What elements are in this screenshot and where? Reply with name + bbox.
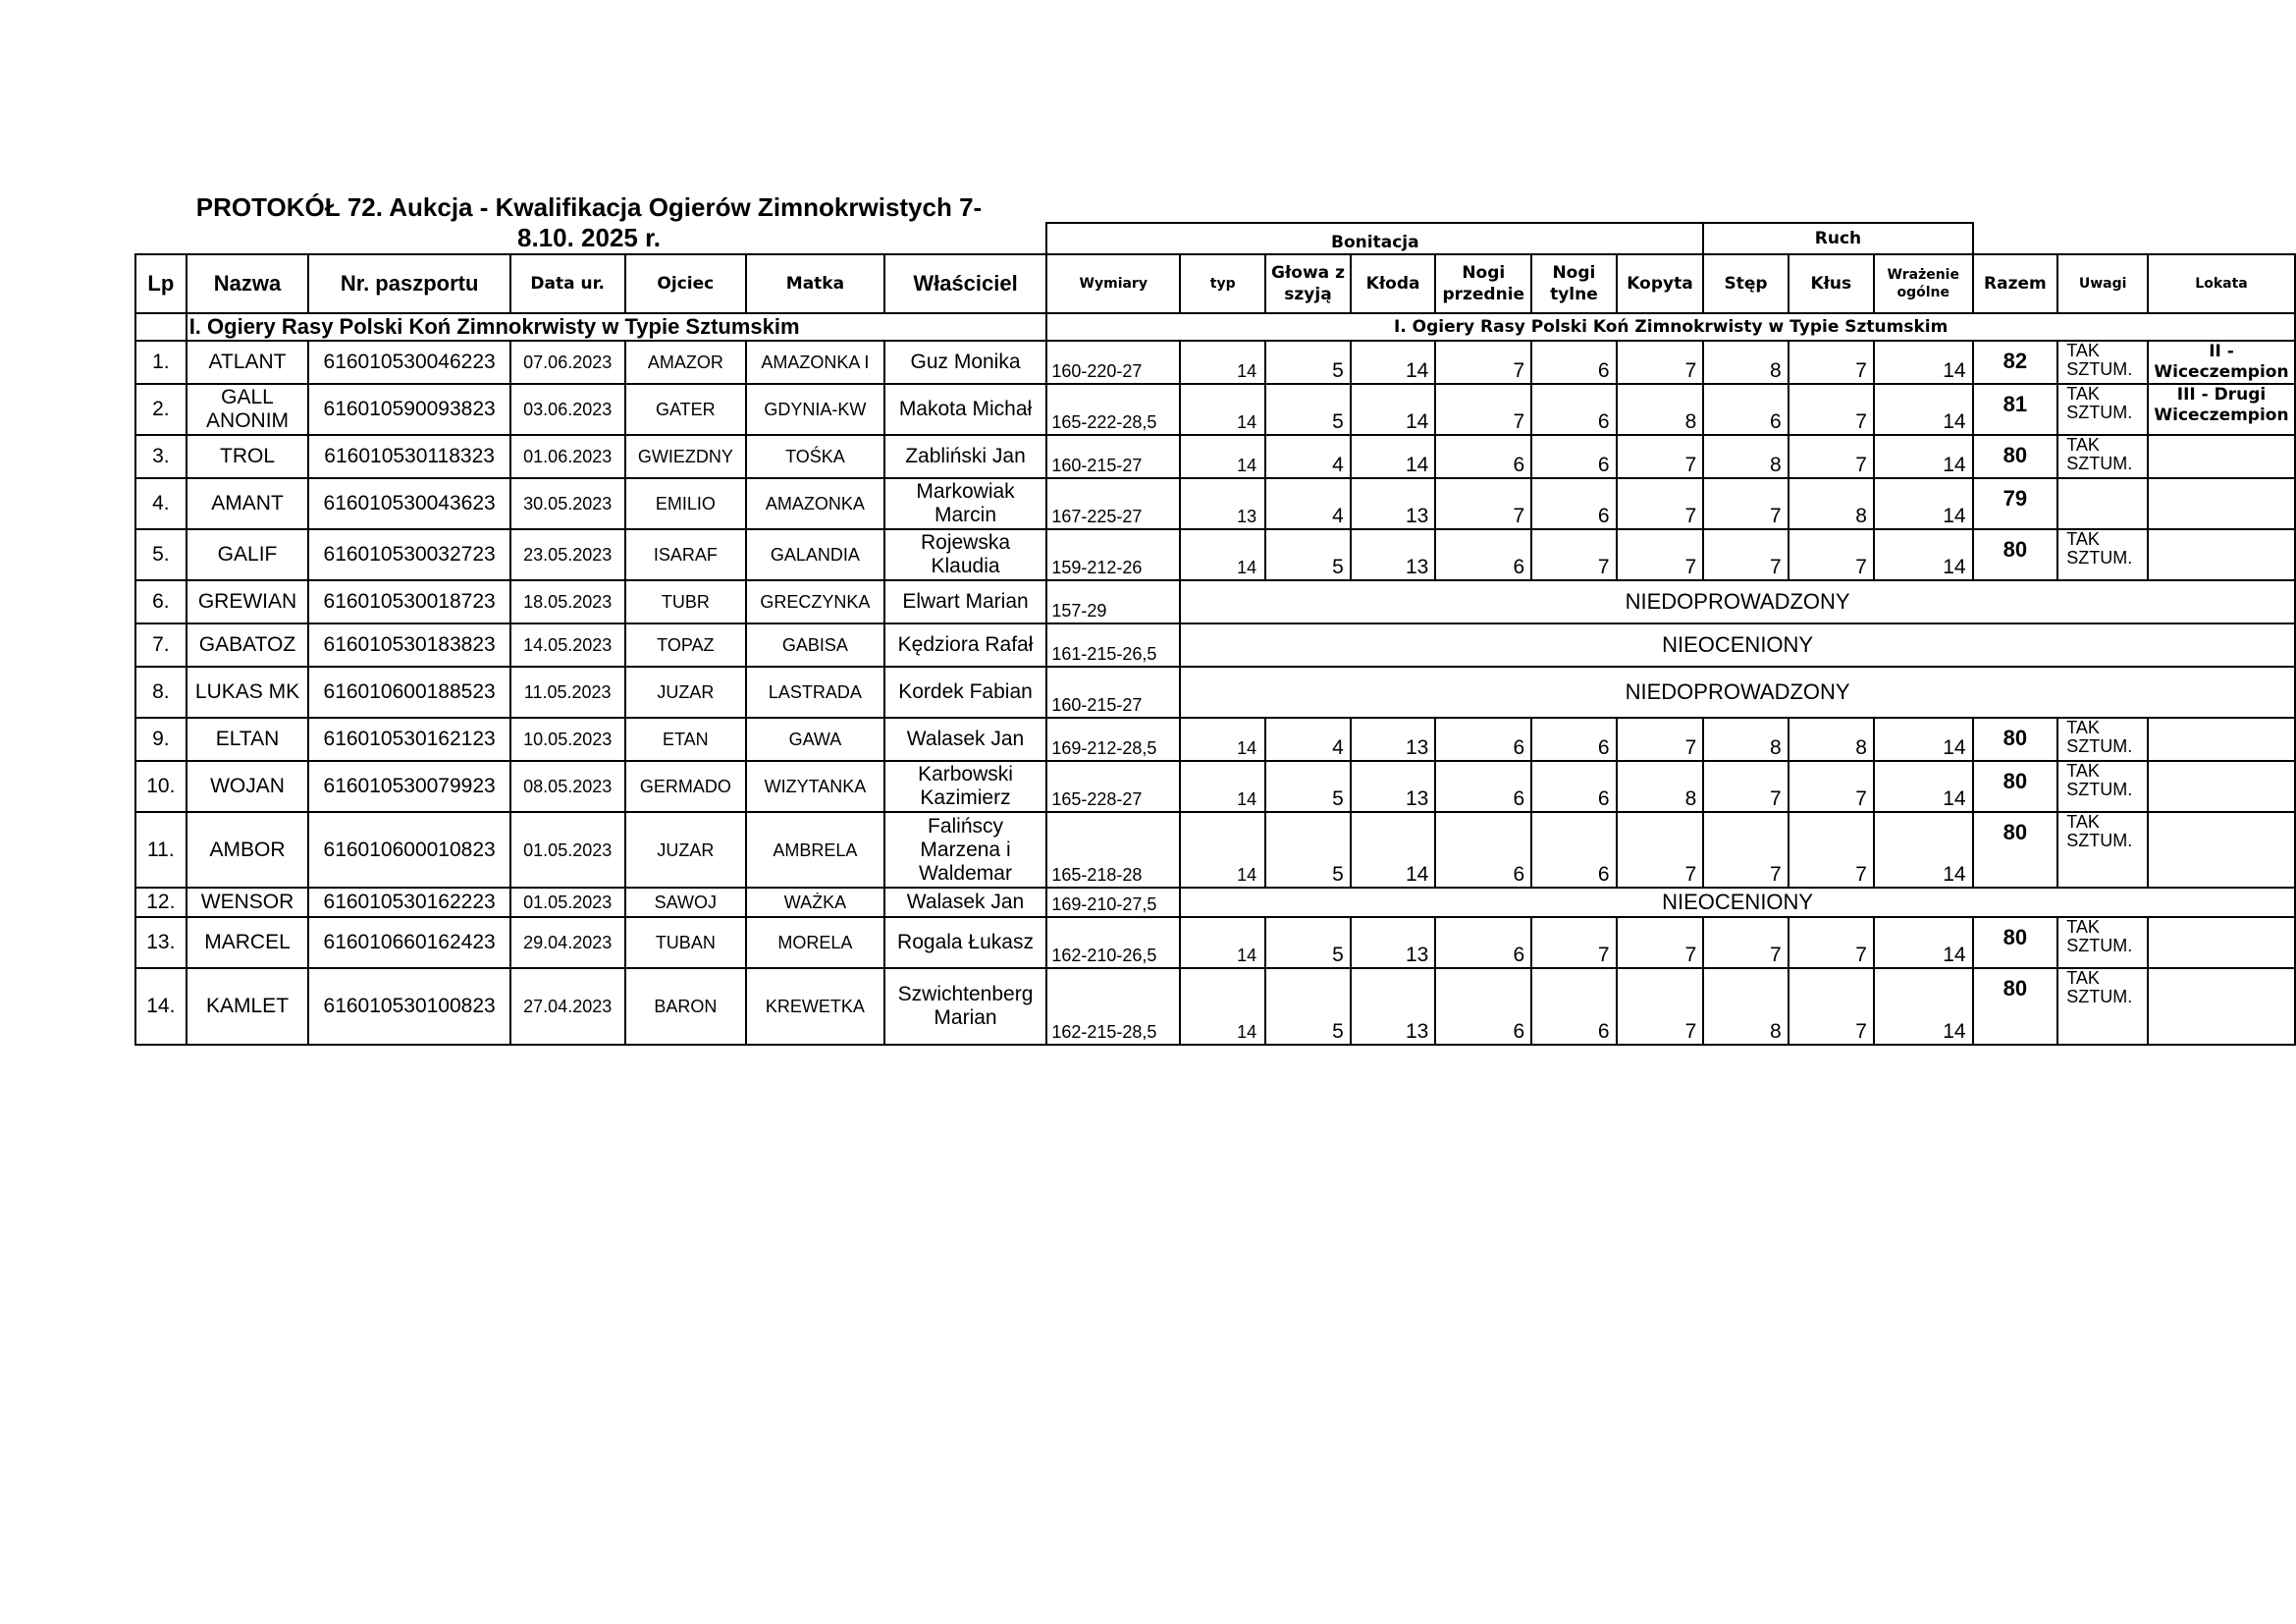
cell-nogi-tylne: 6: [1531, 812, 1616, 888]
cell-nogi-tylne: 6: [1531, 718, 1616, 761]
cell-paszport: 616010600010823: [308, 812, 510, 888]
cell-kloda: 14: [1351, 435, 1436, 478]
cell-matka: GRECZYNKA: [746, 580, 884, 623]
cell-wymiary: 161-215-26,5: [1046, 623, 1180, 667]
cell-ojciec: TUBAN: [625, 917, 747, 968]
cell-step: 8: [1703, 718, 1788, 761]
group-header-row: [135, 223, 2295, 254]
cell-glowa: 4: [1265, 435, 1351, 478]
cell-matka: WIZYTANKA: [746, 761, 884, 812]
table-row: [135, 580, 2295, 623]
cell-paszport: 616010530046223: [308, 341, 510, 384]
cell-paszport: 616010660162423: [308, 917, 510, 968]
cell-paszport: 616010600188523: [308, 667, 510, 718]
cell-lp: 2.: [135, 384, 187, 435]
cell-wymiary: 165-218-28: [1046, 812, 1180, 888]
cell-wymiary: 162-210-26,5: [1046, 917, 1180, 968]
cell-nazwa: ELTAN: [187, 718, 309, 761]
cell-razem: 80: [1973, 968, 2058, 1045]
cell-ojciec: GATER: [625, 384, 747, 435]
cell-data-ur: 10.05.2023: [510, 718, 625, 761]
cell-razem: 79: [1973, 478, 2058, 529]
table-row: [135, 435, 2295, 478]
cell-glowa: 5: [1265, 917, 1351, 968]
col-wrazenie: Wrażenie ogólne: [1874, 254, 1973, 313]
col-typ: typ: [1180, 254, 1265, 313]
cell-nogi-przednie: 6: [1435, 435, 1531, 478]
cell-uwagi: TAK SZTUM.: [2057, 341, 2148, 384]
cell-lp: 10.: [135, 761, 187, 812]
cell-klus: 8: [1789, 478, 1874, 529]
cell-lp: 12.: [135, 888, 187, 917]
cell-kloda: 13: [1351, 968, 1436, 1045]
cell-data-ur: 01.05.2023: [510, 888, 625, 917]
cell-razem: 80: [1973, 812, 2058, 888]
cell-kloda: 14: [1351, 812, 1436, 888]
cell-wlasciciel: Elwart Marian: [884, 580, 1047, 623]
cell-nazwa: KAMLET: [187, 968, 309, 1045]
cell-typ: 14: [1180, 529, 1265, 580]
cell-kloda: 14: [1351, 341, 1436, 384]
cell-razem: 80: [1973, 761, 2058, 812]
cell-ojciec: JUZAR: [625, 667, 747, 718]
cell-klus: 7: [1789, 761, 1874, 812]
cell-kopyta: 8: [1617, 761, 1704, 812]
cell-razem: 81: [1973, 384, 2058, 435]
cell-kopyta: 8: [1617, 384, 1704, 435]
cell-wrazenie: 14: [1874, 718, 1973, 761]
cell-step: 8: [1703, 968, 1788, 1045]
cell-uwagi: TAK SZTUM.: [2057, 917, 2148, 968]
cell-nogi-tylne: 6: [1531, 968, 1616, 1045]
cell-razem: 80: [1973, 917, 2058, 968]
cell-paszport: 616010530079923: [308, 761, 510, 812]
cell-paszport: 616010530118323: [308, 435, 510, 478]
cell-lokata: III - Drugi Wiceczempion: [2148, 384, 2295, 435]
cell-glowa: 5: [1265, 384, 1351, 435]
col-uwagi: Uwagi: [2057, 254, 2148, 313]
cell-wrazenie: 14: [1874, 478, 1973, 529]
cell-typ: 14: [1180, 384, 1265, 435]
cell-kopyta: 7: [1617, 529, 1704, 580]
cell-glowa: 4: [1265, 478, 1351, 529]
cell-uwagi: TAK SZTUM.: [2057, 435, 2148, 478]
cell-lokata: [2148, 435, 2295, 478]
cell-wymiary: 160-220-27: [1046, 341, 1180, 384]
cell-uwagi: TAK SZTUM.: [2057, 761, 2148, 812]
cell-nogi-tylne: 6: [1531, 341, 1616, 384]
cell-data-ur: 01.06.2023: [510, 435, 625, 478]
col-kloda: Kłoda: [1351, 254, 1436, 313]
cell-wlasciciel: Walasek Jan: [884, 888, 1047, 917]
cell-lokata: [2148, 761, 2295, 812]
cell-wrazenie: 14: [1874, 384, 1973, 435]
cell-typ: 14: [1180, 341, 1265, 384]
cell-nogi-przednie: 6: [1435, 529, 1531, 580]
cell-ojciec: ISARAF: [625, 529, 747, 580]
table-row: [135, 718, 2295, 761]
col-kopyta: Kopyta: [1617, 254, 1704, 313]
cell-uwagi: TAK SZTUM.: [2057, 968, 2148, 1045]
cell-nogi-tylne: 6: [1531, 384, 1616, 435]
cell-wrazenie: 14: [1874, 917, 1973, 968]
cell-nogi-przednie: 6: [1435, 917, 1531, 968]
cell-typ: 14: [1180, 968, 1265, 1045]
ruch-group-header: Ruch: [1703, 223, 1972, 254]
cell-status: NIEDOPROWADZONY: [1180, 667, 2295, 718]
col-step: Stęp: [1703, 254, 1788, 313]
cell-nogi-tylne: 6: [1531, 761, 1616, 812]
cell-matka: KREWETKA: [746, 968, 884, 1045]
cell-glowa: 5: [1265, 529, 1351, 580]
cell-ojciec: GWIEZDNY: [625, 435, 747, 478]
cell-paszport: 616010530162223: [308, 888, 510, 917]
cell-uwagi: TAK SZTUM.: [2057, 384, 2148, 435]
cell-matka: GALANDIA: [746, 529, 884, 580]
cell-nazwa: ATLANT: [187, 341, 309, 384]
section-row: [135, 313, 2295, 341]
cell-razem: 80: [1973, 718, 2058, 761]
cell-wymiary: 165-228-27: [1046, 761, 1180, 812]
cell-wymiary: 159-212-26: [1046, 529, 1180, 580]
cell-wymiary: 160-215-27: [1046, 667, 1180, 718]
cell-matka: TOŚKA: [746, 435, 884, 478]
cell-lp: 1.: [135, 341, 187, 384]
cell-status: NIEDOPROWADZONY: [1180, 580, 2295, 623]
table-row: [135, 478, 2295, 529]
cell-nogi-tylne: 6: [1531, 435, 1616, 478]
cell-glowa: 5: [1265, 761, 1351, 812]
cell-nogi-przednie: 7: [1435, 384, 1531, 435]
cell-nazwa: AMANT: [187, 478, 309, 529]
cell-nazwa: TROL: [187, 435, 309, 478]
cell-ojciec: SAWOJ: [625, 888, 747, 917]
cell-status: NIEOCENIONY: [1180, 888, 2295, 917]
col-nogi-tylne: Nogi tylne: [1531, 254, 1616, 313]
cell-ojciec: JUZAR: [625, 812, 747, 888]
cell-kloda: 14: [1351, 384, 1436, 435]
cell-data-ur: 29.04.2023: [510, 917, 625, 968]
table-row: [135, 917, 2295, 968]
cell-kopyta: 7: [1617, 341, 1704, 384]
cell-wrazenie: 14: [1874, 812, 1973, 888]
cell-ojciec: BARON: [625, 968, 747, 1045]
protocol-title-line-2: 8.10. 2025 r.: [516, 223, 662, 252]
cell-data-ur: 03.06.2023: [510, 384, 625, 435]
col-wlasciciel: Właściciel: [884, 254, 1047, 313]
cell-wlasciciel: Kordek Fabian: [884, 667, 1047, 718]
cell-lokata: [2148, 812, 2295, 888]
cell-lokata: [2148, 718, 2295, 761]
cell-lp: 4.: [135, 478, 187, 529]
cell-klus: 8: [1789, 718, 1874, 761]
section-title-right: I. Ogiery Rasy Polski Koń Zimnokrwisty w Typie Sztumskim: [1046, 313, 2295, 341]
cell-matka: AMAZONKA: [746, 478, 884, 529]
cell-nogi-przednie: 6: [1435, 812, 1531, 888]
cell-lp: 13.: [135, 917, 187, 968]
cell-kopyta: 7: [1617, 718, 1704, 761]
cell-step: 7: [1703, 917, 1788, 968]
cell-paszport: 616010530183823: [308, 623, 510, 667]
cell-data-ur: 08.05.2023: [510, 761, 625, 812]
cell-nogi-przednie: 7: [1435, 341, 1531, 384]
col-nogi-przednie: Nogi przednie: [1435, 254, 1531, 313]
cell-klus: 7: [1789, 529, 1874, 580]
cell-lp: 11.: [135, 812, 187, 888]
table-row: [135, 384, 2295, 435]
table-row: [135, 968, 2295, 1045]
cell-glowa: 4: [1265, 718, 1351, 761]
cell-kopyta: 7: [1617, 917, 1704, 968]
protocol-title-line-1: PROTOKÓŁ 72. Aukcja - Kwalifikacja Ogierów Zimnokrwistych 7-: [195, 192, 983, 222]
col-nazwa: Nazwa: [187, 254, 309, 313]
cell-wlasciciel: Guz Monika: [884, 341, 1047, 384]
cell-nazwa: WOJAN: [187, 761, 309, 812]
cell-wrazenie: 14: [1874, 435, 1973, 478]
cell-wlasciciel: Rojewska Klaudia: [884, 529, 1047, 580]
cell-uwagi: TAK SZTUM.: [2057, 812, 2148, 888]
bonitacja-group-header: Bonitacja: [1046, 223, 1703, 254]
cell-data-ur: 01.05.2023: [510, 812, 625, 888]
cell-paszport: 616010530100823: [308, 968, 510, 1045]
table-row: [135, 529, 2295, 580]
cell-data-ur: 11.05.2023: [510, 667, 625, 718]
cell-wymiary: 169-212-28,5: [1046, 718, 1180, 761]
cell-paszport: 616010530162123: [308, 718, 510, 761]
cell-lp: 9.: [135, 718, 187, 761]
cell-nogi-tylne: 7: [1531, 529, 1616, 580]
qualification-table: [134, 222, 2296, 1046]
cell-lokata: [2148, 478, 2295, 529]
cell-step: 8: [1703, 341, 1788, 384]
cell-matka: AMBRELA: [746, 812, 884, 888]
cell-matka: LASTRADA: [746, 667, 884, 718]
cell-typ: 13: [1180, 478, 1265, 529]
cell-lokata: [2148, 917, 2295, 968]
cell-klus: 7: [1789, 968, 1874, 1045]
cell-kopyta: 7: [1617, 812, 1704, 888]
cell-nazwa: LUKAS MK: [187, 667, 309, 718]
table-row: [135, 761, 2295, 812]
cell-lokata: [2148, 968, 2295, 1045]
cell-ojciec: TUBR: [625, 580, 747, 623]
cell-kloda: 13: [1351, 761, 1436, 812]
cell-step: 6: [1703, 384, 1788, 435]
cell-typ: 14: [1180, 435, 1265, 478]
cell-paszport: 616010530043623: [308, 478, 510, 529]
cell-nazwa: WENSOR: [187, 888, 309, 917]
cell-wrazenie: 14: [1874, 529, 1973, 580]
cell-kopyta: 7: [1617, 435, 1704, 478]
cell-paszport: 616010530032723: [308, 529, 510, 580]
cell-paszport: 616010590093823: [308, 384, 510, 435]
cell-wlasciciel: Rogala Łukasz: [884, 917, 1047, 968]
cell-wrazenie: 14: [1874, 341, 1973, 384]
cell-lp: 3.: [135, 435, 187, 478]
cell-klus: 7: [1789, 384, 1874, 435]
cell-nogi-przednie: 7: [1435, 478, 1531, 529]
cell-wymiary: 165-222-28,5: [1046, 384, 1180, 435]
cell-paszport: 616010530018723: [308, 580, 510, 623]
cell-step: 7: [1703, 529, 1788, 580]
cell-matka: GDYNIA-KW: [746, 384, 884, 435]
table-row: [135, 888, 2295, 917]
table-row: [135, 812, 2295, 888]
col-glowa: Głowa z szyją: [1265, 254, 1351, 313]
cell-razem: 80: [1973, 529, 2058, 580]
cell-uwagi: TAK SZTUM.: [2057, 529, 2148, 580]
cell-typ: 14: [1180, 812, 1265, 888]
cell-glowa: 5: [1265, 968, 1351, 1045]
col-lp: Lp: [135, 254, 187, 313]
cell-kloda: 13: [1351, 917, 1436, 968]
cell-step: 8: [1703, 435, 1788, 478]
cell-wlasciciel: Markowiak Marcin: [884, 478, 1047, 529]
cell-lp: 7.: [135, 623, 187, 667]
cell-wlasciciel: Zabliński Jan: [884, 435, 1047, 478]
cell-nogi-tylne: 7: [1531, 917, 1616, 968]
col-data-ur: Data ur.: [510, 254, 625, 313]
cell-wlasciciel: Walasek Jan: [884, 718, 1047, 761]
cell-ojciec: ETAN: [625, 718, 747, 761]
cell-kloda: 13: [1351, 478, 1436, 529]
cell-wlasciciel: Karbowski Kazimierz: [884, 761, 1047, 812]
cell-matka: AMAZONKA I: [746, 341, 884, 384]
cell-lp: 14.: [135, 968, 187, 1045]
cell-matka: MORELA: [746, 917, 884, 968]
cell-kopyta: 7: [1617, 478, 1704, 529]
cell-wymiary: 169-210-27,5: [1046, 888, 1180, 917]
cell-nogi-przednie: 6: [1435, 968, 1531, 1045]
section-title-left: I. Ogiery Rasy Polski Koń Zimnokrwisty w Typie Sztumskim: [187, 313, 1047, 341]
cell-nazwa: GALIF: [187, 529, 309, 580]
cell-nogi-tylne: 6: [1531, 478, 1616, 529]
cell-wlasciciel: Makota Michał: [884, 384, 1047, 435]
table-row: [135, 623, 2295, 667]
cell-matka: GABISA: [746, 623, 884, 667]
cell-nazwa: AMBOR: [187, 812, 309, 888]
cell-typ: 14: [1180, 761, 1265, 812]
cell-ojciec: GERMADO: [625, 761, 747, 812]
cell-kloda: 13: [1351, 529, 1436, 580]
cell-nazwa: GREWIAN: [187, 580, 309, 623]
cell-wrazenie: 14: [1874, 761, 1973, 812]
cell-typ: 14: [1180, 917, 1265, 968]
cell-wlasciciel: Falińscy Marzena i Waldemar: [884, 812, 1047, 888]
column-header-row: [135, 254, 2295, 313]
cell-ojciec: AMAZOR: [625, 341, 747, 384]
cell-data-ur: 23.05.2023: [510, 529, 625, 580]
cell-klus: 7: [1789, 435, 1874, 478]
cell-wymiary: 160-215-27: [1046, 435, 1180, 478]
cell-step: 7: [1703, 812, 1788, 888]
cell-step: 7: [1703, 761, 1788, 812]
col-wymiary: Wymiary: [1046, 254, 1180, 313]
table-row: [135, 667, 2295, 718]
col-ojciec: Ojciec: [625, 254, 747, 313]
cell-klus: 7: [1789, 812, 1874, 888]
cell-razem: 82: [1973, 341, 2058, 384]
cell-uwagi: TAK SZTUM.: [2057, 718, 2148, 761]
col-klus: Kłus: [1789, 254, 1874, 313]
cell-kloda: 13: [1351, 718, 1436, 761]
cell-step: 7: [1703, 478, 1788, 529]
table-row: [135, 341, 2295, 384]
cell-data-ur: 30.05.2023: [510, 478, 625, 529]
cell-matka: GAWA: [746, 718, 884, 761]
cell-ojciec: TOPAZ: [625, 623, 747, 667]
cell-lokata: II - Wiceczempion: [2148, 341, 2295, 384]
cell-lp: 6.: [135, 580, 187, 623]
cell-wymiary: 167-225-27: [1046, 478, 1180, 529]
cell-wymiary: 157-29: [1046, 580, 1180, 623]
col-lokata: Lokata: [2148, 254, 2295, 313]
cell-data-ur: 18.05.2023: [510, 580, 625, 623]
cell-wlasciciel: Szwichtenberg Marian: [884, 968, 1047, 1045]
cell-uwagi: [2057, 478, 2148, 529]
cell-wrazenie: 14: [1874, 968, 1973, 1045]
cell-lp: 8.: [135, 667, 187, 718]
cell-klus: 7: [1789, 917, 1874, 968]
cell-data-ur: 27.04.2023: [510, 968, 625, 1045]
cell-ojciec: EMILIO: [625, 478, 747, 529]
cell-glowa: 5: [1265, 341, 1351, 384]
cell-klus: 7: [1789, 341, 1874, 384]
cell-razem: 80: [1973, 435, 2058, 478]
col-razem: Razem: [1973, 254, 2058, 313]
cell-glowa: 5: [1265, 812, 1351, 888]
cell-lokata: [2148, 529, 2295, 580]
cell-data-ur: 14.05.2023: [510, 623, 625, 667]
cell-nazwa: GABATOZ: [187, 623, 309, 667]
cell-lp: 5.: [135, 529, 187, 580]
col-matka: Matka: [746, 254, 884, 313]
col-paszport: Nr. paszportu: [308, 254, 510, 313]
cell-matka: WAŻKA: [746, 888, 884, 917]
cell-kopyta: 7: [1617, 968, 1704, 1045]
cell-wlasciciel: Kędziora Rafał: [884, 623, 1047, 667]
cell-nogi-przednie: 6: [1435, 718, 1531, 761]
cell-status: NIEOCENIONY: [1180, 623, 2295, 667]
cell-wymiary: 162-215-28,5: [1046, 968, 1180, 1045]
cell-data-ur: 07.06.2023: [510, 341, 625, 384]
cell-typ: 14: [1180, 718, 1265, 761]
cell-nogi-przednie: 6: [1435, 761, 1531, 812]
cell-nazwa: MARCEL: [187, 917, 309, 968]
cell-nazwa: GALL ANONIM: [187, 384, 309, 435]
